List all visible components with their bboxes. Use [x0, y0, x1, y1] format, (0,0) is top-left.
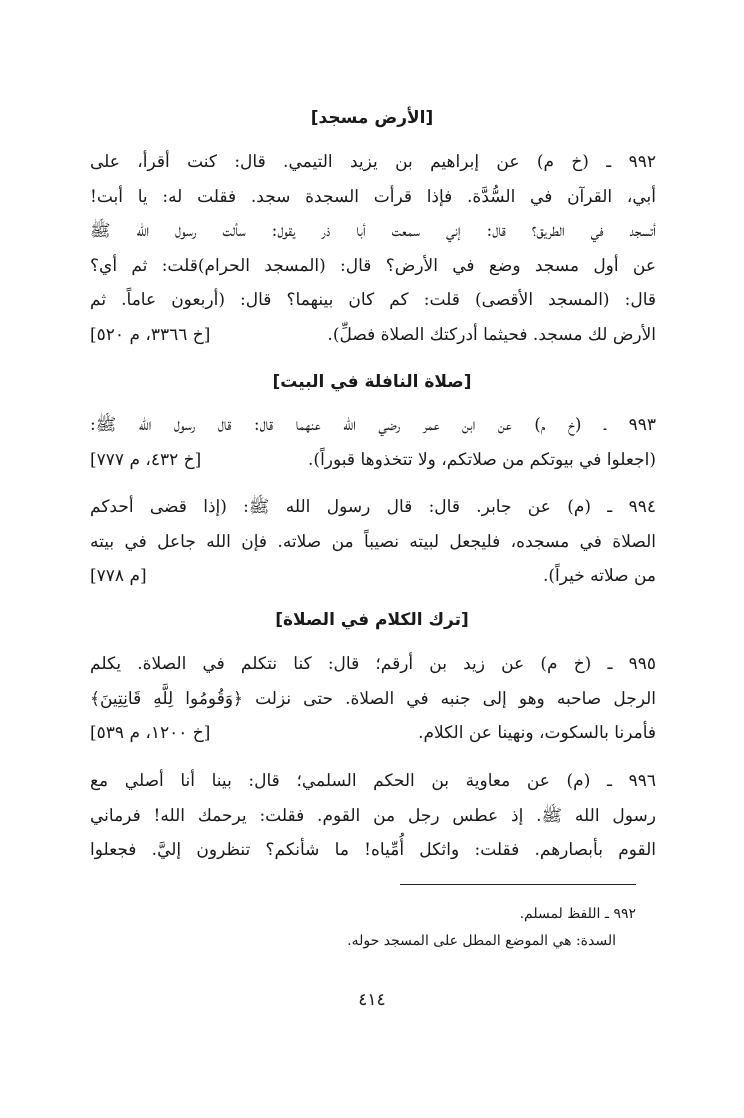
footnote: السدة: هي الموضع المطل على المسجد حوله.	[347, 933, 616, 949]
hadith-line: عن أول مسجد وضع في الأرض؟ قال: (المسجد الحرام)قلت: ثم أي؟	[90, 255, 656, 276]
hadith-last-line	[90, 443, 656, 478]
hadith-line: فأمرنا بالسكوت، ونهينا عن الكلام.	[418, 723, 656, 743]
hadith-line: الصلاة في مسجده، فليجعل لبيته نصيباً من صلاته. فإن الله جاعل في بيته	[90, 531, 656, 552]
hadith-line: رسول الله ﷺ. إذ عطس رجل من القوم. فقلت: يرحمك الله! فرماني	[90, 805, 656, 826]
section-heading-talking: [ترك الكلام في الصلاة]	[275, 610, 469, 630]
hadith-line: الرجل صاحبه وهو إلى جنبه في الصلاة. حتى نزلت ﴿وَقُومُوا لِلَّهِ قَانِتِينَ﴾	[90, 688, 656, 709]
hadith-last-line	[90, 716, 656, 751]
hadith-992	[90, 145, 656, 352]
hadith-last-line	[90, 559, 656, 594]
hadith-line: (اجعلوا في بيوتكم من صلاتكم، ولا تتخذوها قبوراً).	[308, 449, 656, 470]
hadith-994	[90, 490, 656, 594]
hadith-line: قال: (المسجد الأقصى) قلت: كم كان بينهما؟ قال: (أربعون عاماً. ثم	[90, 290, 656, 310]
hadith-line: القوم بأبصارهم. فقلت: واثكل أُمِّياه! ما شأنكم؟ تنظرون إليَّ. فجعلوا	[90, 840, 656, 860]
page-number: ٤١٤	[358, 990, 386, 1010]
hadith-line: ٩٩٦ ـ (م) عن معاوية بن الحكم السلمي؛ قال: بينا أنا أصلي مع	[90, 771, 656, 791]
hadith-line: الأرض لك مسجد. فحيثما أدركتك الصلاة فصلِّ).	[327, 324, 656, 345]
hadith-reference: [خ ٤٣٢، م ٧٧٧]	[90, 449, 202, 470]
section-heading-mosque: [الأرض مسجد]	[310, 108, 434, 128]
hadith-reference: [خ ٣٣٦٦، م ٥٢٠]	[90, 324, 211, 345]
hadith-line: أتسجد في الطريق؟ قال: إني سمعت أبا ذر يقول: سألت رسول الله ﷺ	[90, 221, 656, 241]
hadith-reference: [خ ١٢٠٠، م ٥٣٩]	[90, 723, 211, 743]
hadith-993	[90, 408, 656, 477]
hadith-last-line	[90, 318, 656, 353]
section-heading-nafila: [صلاة النافلة في البيت]	[272, 372, 472, 392]
hadith-995	[90, 647, 656, 751]
footnote: ٩٩٢ ـ اللفظ لمسلم.	[519, 906, 636, 922]
hadith-line: ٩٩٥ ـ (خ م) عن زيد بن أرقم؛ قال: كنا نتكلم في الصلاة. يكلم	[90, 654, 656, 674]
footnote-separator	[400, 884, 636, 885]
hadith-line: ٩٩٣ ـ (خ م) عن ابن عمر رضي الله عنهما قال: قال رسول الله ﷺ:	[90, 415, 656, 435]
hadith-996	[90, 764, 656, 868]
hadith-line: ٩٩٤ ـ (م) عن جابر. قال: قال رسول الله ﷺ: (إذا قضى أحدكم	[90, 497, 656, 517]
hadith-reference: [م ٧٧٨]	[90, 566, 147, 586]
hadith-line: من صلاته خيراً).	[542, 566, 656, 586]
hadith-line: أبي، القرآن في السُّدَّة. فإذا قرأت السجدة سجد. فقلت له: يا أبت!	[90, 186, 656, 207]
hadith-line: ٩٩٢ ـ (خ م) عن إبراهيم بن يزيد التيمي. قال: كنت أقرأ، على	[90, 152, 656, 172]
